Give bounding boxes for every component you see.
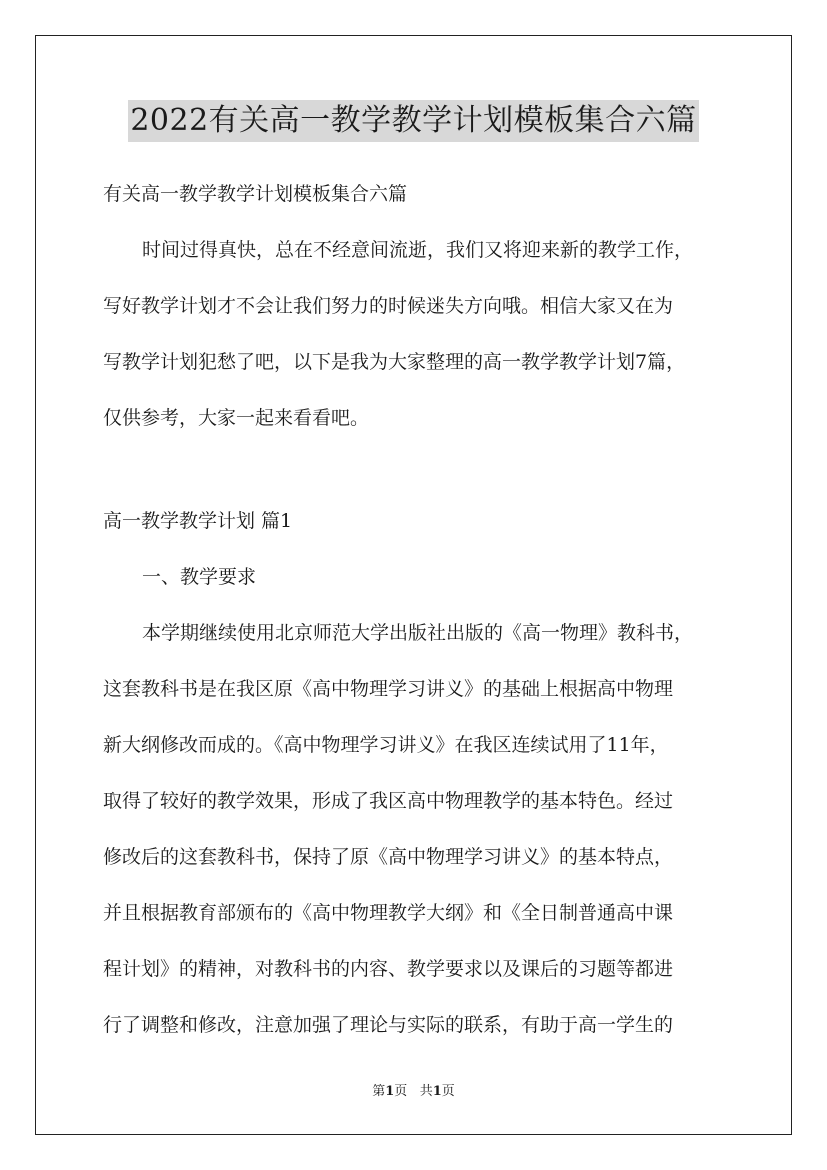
paragraph-line: 程计划》的精神，对教科书的内容、教学要求以及课后的习题等都进 bbox=[103, 958, 674, 980]
paragraph-line: 行了调整和修改，注意加强了理论与实际的联系，有助于高一学生的 bbox=[103, 1014, 674, 1036]
footer-total-number: 1 bbox=[432, 1084, 442, 1099]
footer-page-prefix: 第 bbox=[372, 1084, 386, 1099]
footer-total-prefix: 共 bbox=[419, 1084, 433, 1099]
paragraph-line: 修改后的这套教科书，保持了原《高中物理学习讲义》的基本特点， bbox=[103, 846, 674, 868]
paragraph-line: 写教学计划犯愁了吧，以下是我为大家整理的高一教学教学计划7篇， bbox=[103, 351, 686, 373]
paragraph-line: 新大纲修改而成的。《高中物理学习讲义》在我区连续试用了11年， bbox=[103, 734, 669, 756]
document-title: 2022有关高一教学教学计划模板集合六篇 bbox=[128, 100, 698, 142]
doc-subtitle: 有关高一教学教学计划模板集合六篇 bbox=[103, 183, 408, 205]
paragraph-line: 这套教科书是在我区原《高中物理学习讲义》的基础上根据高中物理 bbox=[103, 678, 674, 700]
paragraph-line: 写好教学计划才不会让我们努力的时候迷失方向哦。相信大家又在为 bbox=[103, 295, 674, 317]
paragraph-line: 本学期继续使用北京师范大学出版社出版的《高一物理》教科书， bbox=[142, 622, 694, 644]
footer-page-suffix: 页 bbox=[394, 1084, 408, 1099]
title-container bbox=[0, 100, 827, 142]
footer-page-number: 1 bbox=[385, 1084, 395, 1099]
paragraph-line: 取得了较好的教学效果，形成了我区高中物理教学的基本特色。经过 bbox=[103, 790, 674, 812]
paragraph-line: 时间过得真快，总在不经意间流逝，我们又将迎来新的教学工作， bbox=[142, 239, 694, 261]
page-footer bbox=[0, 1083, 827, 1101]
footer-total-suffix: 页 bbox=[441, 1084, 455, 1099]
subsection-heading: 一、教学要求 bbox=[142, 566, 257, 588]
section-heading: 高一教学教学计划 篇1 bbox=[103, 510, 293, 532]
paragraph-line: 并且根据教育部颁布的《高中物理教学大纲》和《全日制普通高中课 bbox=[103, 902, 674, 924]
paragraph-line: 仅供参考，大家一起来看看吧。 bbox=[103, 407, 370, 429]
